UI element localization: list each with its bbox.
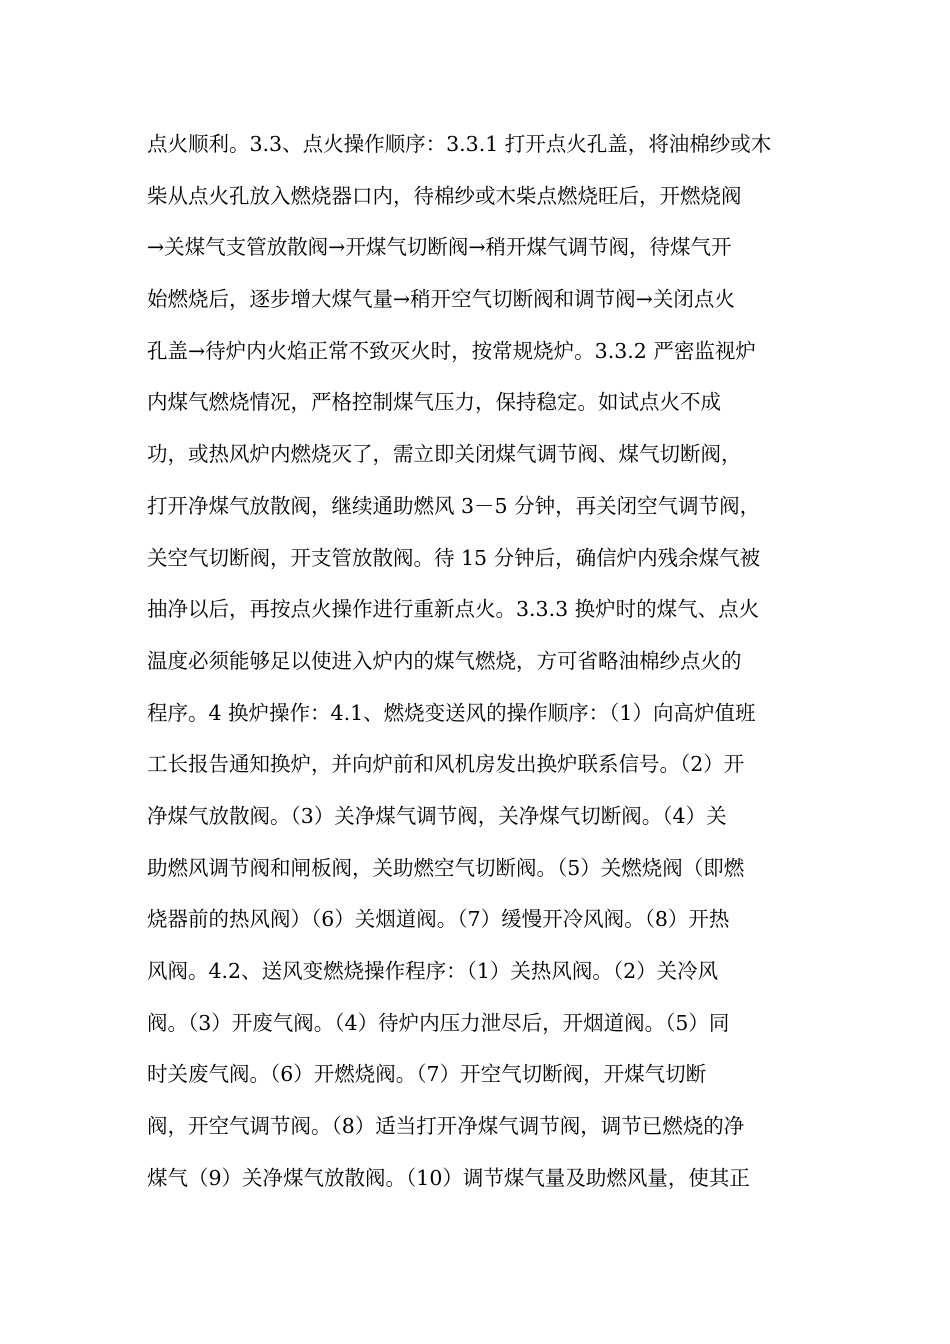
text-line: 工长报告通知换炉，并向炉前和风机房发出换炉联系信号。（2）开	[147, 752, 745, 777]
text-line: 烧器前的热风阀）（6）关烟道阀。（7）缓慢开冷风阀。（8）开热	[147, 907, 730, 932]
text-line: 打开净煤气放散阀，继续通助燃风 3－5 分钟，再关闭空气调节阀，	[147, 493, 761, 518]
text-line: 孔盖→待炉内火焰正常不致灭火时，按常规烧炉。3.3.2 严密监视炉	[147, 338, 756, 363]
text-line: 柴从点火孔放入燃烧器口内，待棉纱或木柴点燃烧旺后，开燃烧阀	[147, 183, 742, 208]
text-line: 点火顺利。3.3、点火操作顺序：3.3.1 打开点火孔盖，将油棉纱或木	[147, 132, 772, 156]
text-line: 程序。4 换炉操作：4.1、燃烧变送风的操作顺序：（1）向高炉值班	[147, 700, 756, 725]
text-line: 风阀。4.2、送风变燃烧操作程序：（1）关热风阀。（2）关冷风	[147, 959, 719, 983]
text-line: 煤气（9）关净煤气放散阀。（10）调节煤气量及助燃风量，使其正	[147, 1165, 750, 1190]
text-line: 温度必须能够足以使进入炉内的煤气燃烧，方可省略油棉纱点火的	[147, 648, 742, 673]
text-line: 净煤气放散阀。（3）关净煤气调节阀，关净煤气切断阀。（4）关	[147, 803, 727, 828]
text-line: 阀，开空气调节阀。（8）适当打开净煤气调节阀，调节已燃烧的净	[147, 1114, 745, 1139]
text-line: 抽净以后，再按点火操作进行重新点火。3.3.3 换炉时的煤气、点火	[147, 597, 760, 622]
body-text	[147, 119, 807, 1204]
text-line: →关煤气支管放散阀→开煤气切断阀→稍开煤气调节阀，待煤气开	[147, 235, 732, 260]
text-line: 始燃烧后，逐步增大煤气量→稍开空气切断阀和调节阀→关闭点火	[147, 287, 735, 312]
text-line: 助燃风调节阀和闸板阀，关助燃空气切断阀。（5）关燃烧阀（即燃	[147, 855, 745, 880]
text-line: 关空气切断阀，开支管放散阀。待 15 分钟后，确信炉内残余煤气被	[147, 545, 761, 570]
text-line: 功，或热风炉内燃烧灭了，需立即关闭煤气调节阀、煤气切断阀，	[147, 442, 742, 467]
text-line: 内煤气燃烧情况，严格控制煤气压力，保持稳定。如试点火不成	[147, 390, 721, 415]
text-line: 时关废气阀。（6）开燃烧阀。（7）开空气切断阀，开煤气切断	[147, 1062, 707, 1087]
text-line: 阀。（3）开废气阀。（4）待炉内压力泄尽后，开烟道阀。（5）同	[147, 1010, 730, 1035]
